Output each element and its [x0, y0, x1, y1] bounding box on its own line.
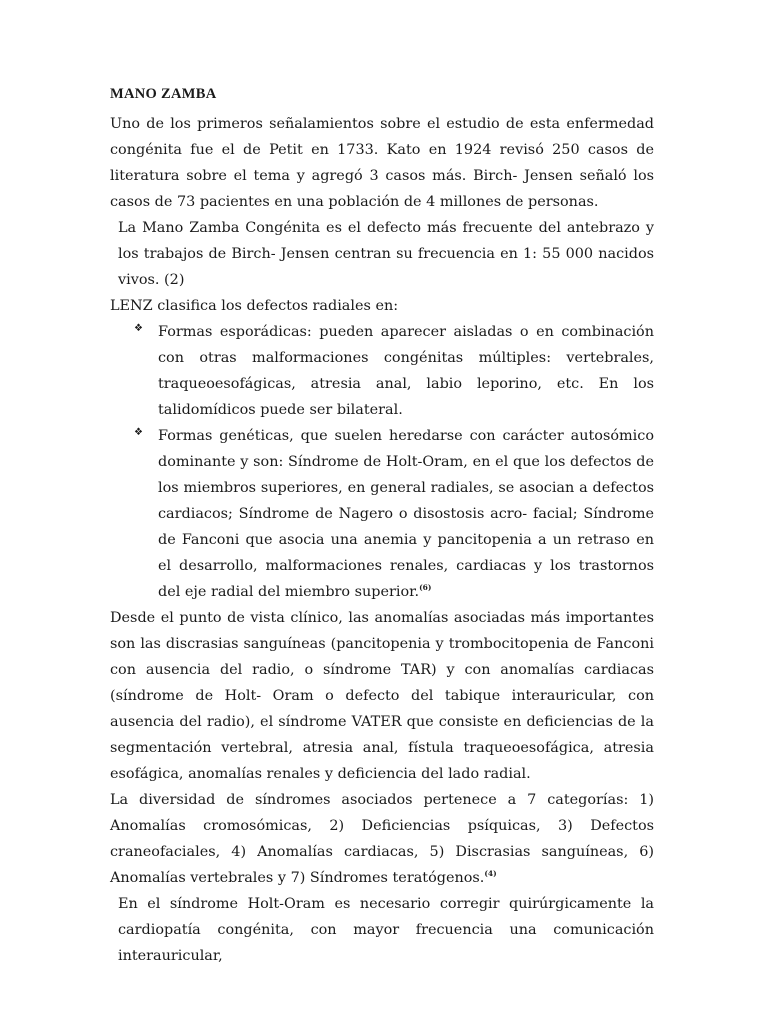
four-point-star-icon: ❖: [134, 427, 143, 438]
paragraph-clinical: Desde el punto de vista clínico, las anomalías asociadas más importantes son las discrasias sanguíneas (pancitopenia y trombocitopenia de Fanconi con ausencia del radio, o síndrome TAR) y con anomalías cardiacas (síndrome de Holt- Oram o defecto del tabique interauricular, con ausencia del radio), el síndrome VATER que consiste en deficiencias de la segmentación vertebral, atresia anal, fístula traqueoesofágica, atresia esofágica, anomalías renales y deficiencia del lado radial.: [110, 610, 654, 782]
list-item-sporadic: [134, 319, 654, 423]
list-item-text: Formas esporádicas: pueden aparecer aisladas o en combinación con otras malformaciones congénitas múltiples: vertebrales, traqueoesofágicas, atresia anal, labio leporino, etc. En los talidomídicos puede ser bilateral.: [158, 324, 654, 418]
four-point-star-icon: ❖: [134, 323, 143, 334]
list-item-genetic: [134, 423, 654, 605]
paragraph-categories: [110, 787, 654, 891]
document-page: [110, 82, 654, 969]
reference-marker: (4): [484, 869, 497, 879]
document-title: MANO ZAMBA: [110, 86, 217, 102]
classification-list: [110, 319, 654, 605]
paragraph-frequency: La Mano Zamba Congénita es el defecto más frecuente del antebrazo y los trabajos de Birch- Jensen centran su frecuencia en 1: 55 000 nacidos vivos. (2): [118, 220, 654, 288]
paragraph-categories-text: La diversidad de síndromes asociados pertenece a 7 categorías: 1) Anomalías cromosómicas, 2) Deficiencias psíquicas, 3) Defectos craneofaciales, 4) Anomalías cardiacas, 5) Discrasias sanguíneas, 6) Anomalías vertebrales y 7) Síndromes teratógenos.: [110, 792, 654, 886]
reference-marker: (6): [419, 583, 432, 593]
paragraph-history: Uno de los primeros señalamientos sobre el estudio de esta enfermedad congénita fue el de Petit en 1733. Kato en 1924 revisó 250 casos de literatura sobre el tema y agregó 3 casos más. Birch- Jensen señaló los casos de 73 pacientes en una población de 4 millones de personas.: [110, 116, 654, 210]
list-item-text: Formas genéticas, que suelen heredarse con carácter autosómico dominante y son: Síndrome de Holt-Oram, en el que los defectos de los miembros superiores, en general radiales, se asocian a defectos cardiacos; Síndrome de Nagero o disostosis acro- facial; Síndrome de Fanconi que asocia una anemia y pancitopenia a un retraso en el desarrollo, malformaciones renales, cardiacas y los trastornos del eje radial del miembro superior.: [158, 428, 654, 600]
paragraph-holt-oram: En el síndrome Holt-Oram es necesario corregir quirúrgicamente la cardiopatía congénita, con mayor frecuencia una comunicación interauricular,: [118, 896, 654, 964]
paragraph-lenz-intro: LENZ clasifica los defectos radiales en:: [110, 298, 399, 314]
